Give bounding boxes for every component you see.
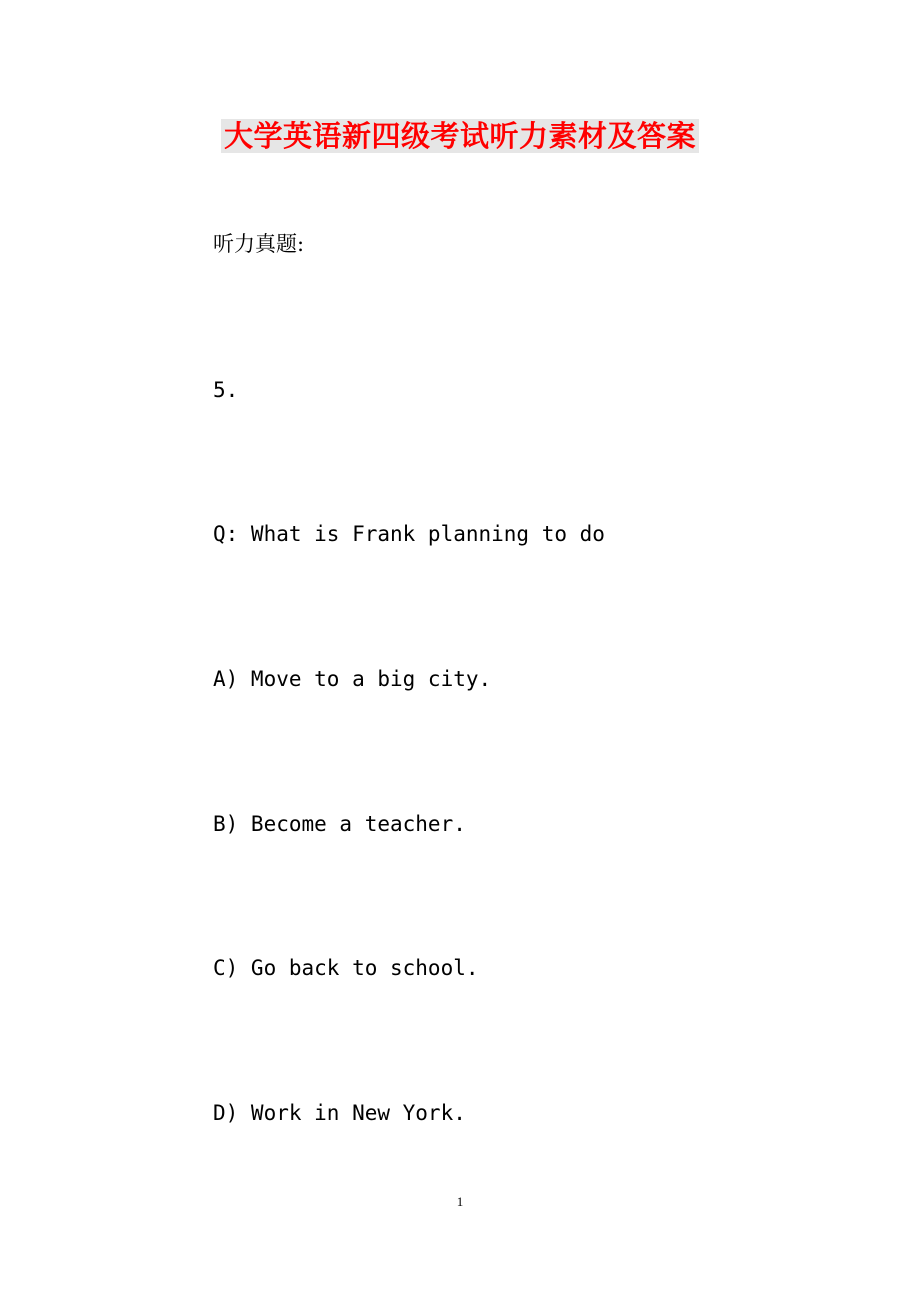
document-title-text: 大学英语新四级考试听力素材及答案: [221, 119, 699, 153]
option-a: A) Move to a big city.: [213, 667, 492, 691]
option-b: B) Become a teacher.: [213, 812, 466, 836]
page-number: 1: [456, 1194, 464, 1209]
document-title: [0, 116, 920, 156]
section-heading: 听力真题:: [213, 232, 305, 256]
question-text: Q: What is Frank planning to do: [213, 522, 605, 546]
option-d: D) Work in New York.: [213, 1101, 466, 1125]
option-c: C) Go back to school.: [213, 956, 479, 980]
question-number: 5.: [213, 378, 239, 402]
